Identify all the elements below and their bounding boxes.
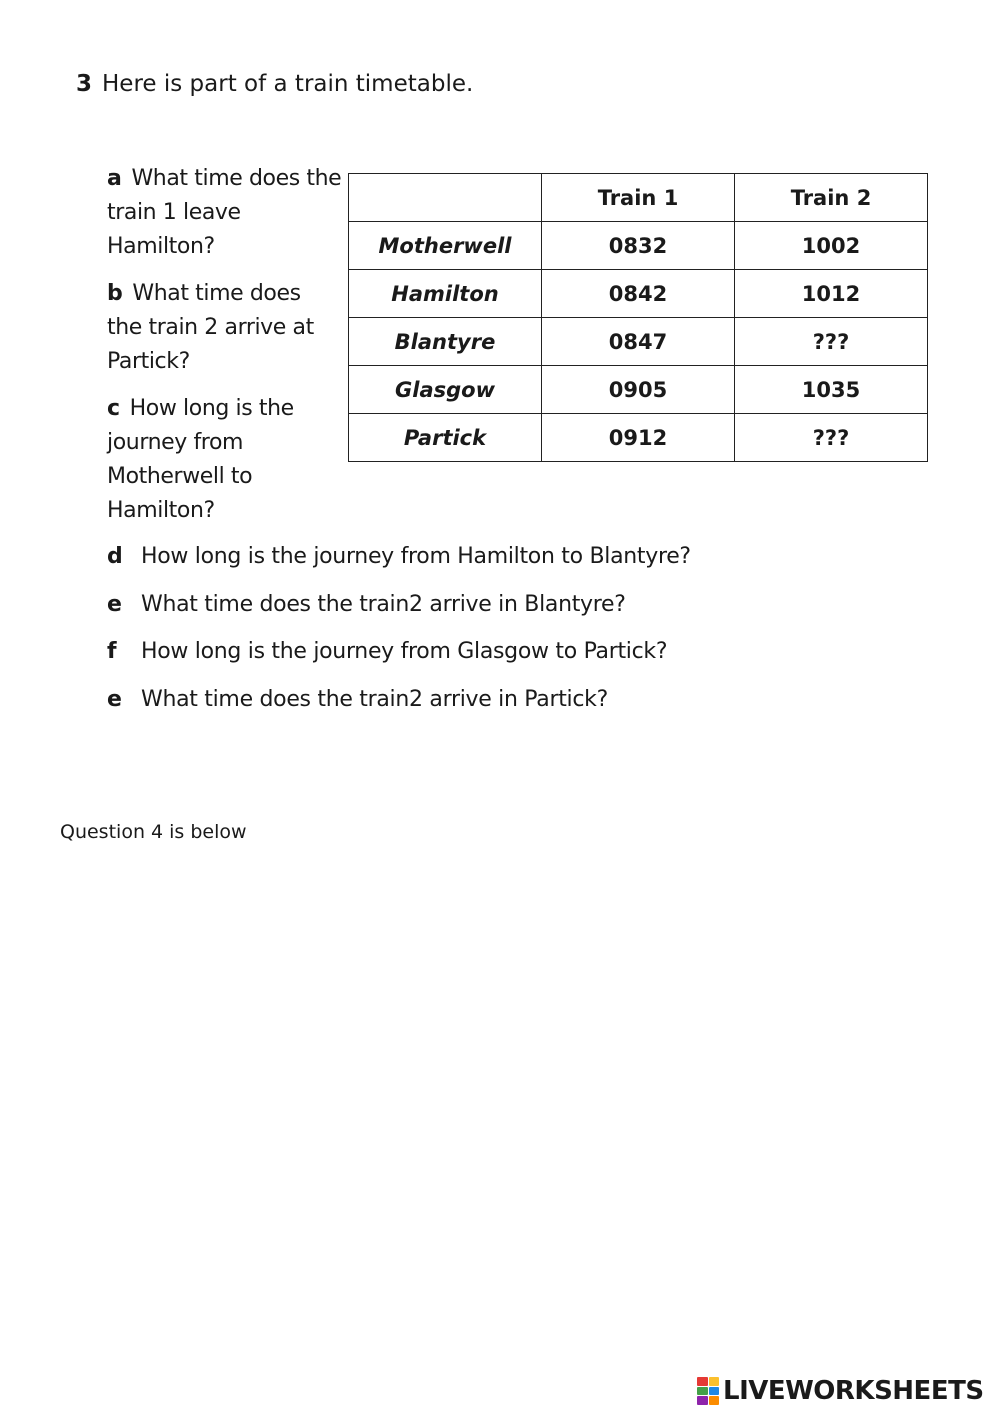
- header-train-1: Train 1: [542, 174, 735, 222]
- question-text: How long is the journey from Hamilton to Blantyre?: [141, 544, 691, 569]
- logo-tile: [709, 1396, 720, 1405]
- question-text: What time does the train 1 leave Hamilton?: [107, 166, 342, 259]
- table-row: [349, 222, 928, 270]
- question-label: b: [107, 281, 123, 306]
- question-label: f: [107, 639, 117, 664]
- train-1-time: 0905: [542, 366, 735, 414]
- train-2-time: 1035: [735, 366, 928, 414]
- question-label: d: [107, 544, 123, 569]
- question-label: e: [107, 592, 122, 617]
- question-number: 3: [76, 71, 93, 97]
- question-f: [107, 635, 667, 669]
- station-name: Partick: [349, 414, 542, 462]
- next-question-note: Question 4 is below: [60, 821, 247, 843]
- question-label: c: [107, 396, 120, 421]
- station-name: Hamilton: [349, 270, 542, 318]
- question-intro: Here is part of a train timetable.: [102, 71, 474, 97]
- train-1-time: 0912: [542, 414, 735, 462]
- train-2-time: ???: [735, 318, 928, 366]
- question-d: [107, 540, 691, 574]
- table-row: [349, 414, 928, 462]
- table-row: [349, 270, 928, 318]
- side-question-a: [107, 162, 342, 264]
- timetable-header-row: [349, 174, 928, 222]
- brand-name: LIVEWORKSHEETS: [723, 1376, 984, 1406]
- logo-tile: [709, 1377, 720, 1386]
- logo-tile: [697, 1396, 708, 1405]
- logo-tile: [709, 1387, 720, 1396]
- train-1-time: 0842: [542, 270, 735, 318]
- header-corner-cell: [349, 174, 542, 222]
- train-timetable: [348, 173, 928, 462]
- liveworksheets-logo-icon: [697, 1377, 719, 1405]
- question-label: a: [107, 166, 122, 191]
- question-e-second: [107, 683, 608, 717]
- train-2-time: 1012: [735, 270, 928, 318]
- side-question-c: [107, 392, 342, 528]
- question-e: [107, 588, 626, 622]
- question-text: What time does the train2 arrive in Partick?: [141, 687, 608, 712]
- logo-tile: [697, 1387, 708, 1396]
- question-text: What time does the train 2 arrive at Partick?: [107, 281, 314, 374]
- train-2-time: ???: [735, 414, 928, 462]
- train-1-time: 0847: [542, 318, 735, 366]
- station-name: Blantyre: [349, 318, 542, 366]
- station-name: Motherwell: [349, 222, 542, 270]
- question-heading: [76, 68, 473, 100]
- question-text: What time does the train2 arrive in Blantyre?: [141, 592, 626, 617]
- header-train-2: Train 2: [735, 174, 928, 222]
- question-label: e: [107, 687, 122, 712]
- liveworksheets-brand: [697, 1376, 984, 1406]
- train-1-time: 0832: [542, 222, 735, 270]
- logo-tile: [697, 1377, 708, 1386]
- side-question-b: [107, 277, 342, 379]
- station-name: Glasgow: [349, 366, 542, 414]
- question-text: How long is the journey from Glasgow to Partick?: [141, 639, 668, 664]
- table-row: [349, 318, 928, 366]
- train-2-time: 1002: [735, 222, 928, 270]
- question-text: How long is the journey from Motherwell to Hamilton?: [107, 396, 294, 523]
- table-row: [349, 366, 928, 414]
